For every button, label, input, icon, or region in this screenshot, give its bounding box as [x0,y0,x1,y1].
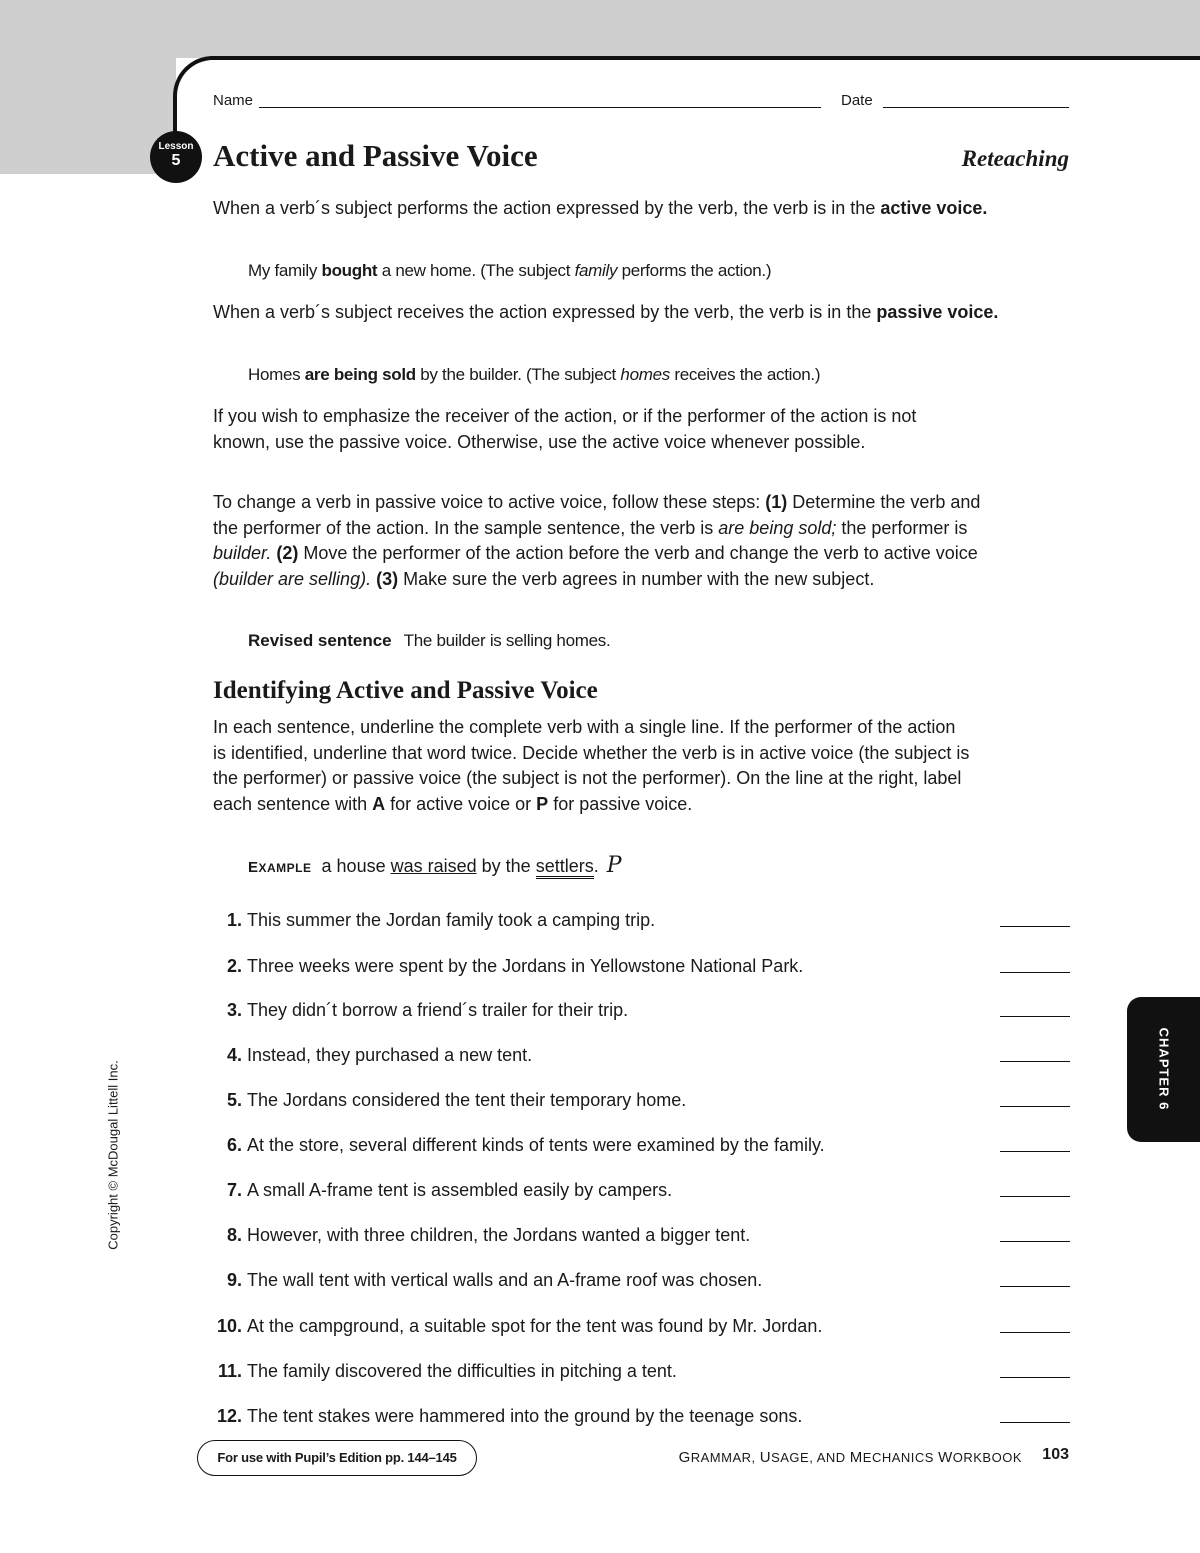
exercise-number: 8. [226,1225,242,1245]
page-number: 103 [1042,1446,1069,1463]
intro-passive-text: When a verb´s subject receives the action expressed by the verb, the verb is in the [213,302,877,322]
example-sentence [248,855,622,879]
exercise-number: 7. [226,1180,242,1200]
active-voice-term: active voice. [880,198,988,218]
steps-e: Make sure the verb agrees in number with the new subject. [398,568,875,589]
step-2: (2) [271,543,299,563]
name-field[interactable] [259,107,821,108]
exercise-item [200,907,1070,933]
ex1-pre: My family [248,261,322,280]
active-example [248,260,771,282]
exercise-number: 3. [226,1000,242,1020]
page-title: Active and Passive Voice [213,138,538,173]
exercise-sentence: Three weeks were spent by the Jordans in Yellowstone National Park. [247,956,804,976]
instr-b: for active voice or [385,793,537,814]
lesson-number: 5 [171,152,181,169]
example-pre: a house [321,856,391,876]
exercise-number: 11. [217,1361,242,1381]
exercise-number: 2. [226,956,242,976]
lesson-badge [150,131,202,183]
exercise-number: 12. [216,1406,242,1426]
page-subtitle: Reteaching [961,146,1069,171]
exercise-sentence: A small A-frame tent is assembled easily by campers. [247,1180,673,1200]
header-band [0,0,1200,58]
revised-text: The builder is selling homes. [403,631,611,650]
instr-passive-letter: P [536,793,549,814]
exercise-item [200,1222,1070,1248]
answer-blank[interactable] [1000,1061,1070,1062]
exercise-item [200,1267,1070,1293]
instr-c: for passive voice. [548,793,693,814]
exercise-number: 5. [226,1090,242,1110]
exercise-item [200,1132,1070,1158]
exercise-sentence: However, with three children, the Jordans wanted a bigger tent. [247,1225,751,1245]
copyright-notice: Copyright © McDougal Littell Inc. [105,1060,121,1250]
exercise-number: 4. [226,1045,242,1065]
instructions-paragraph [213,715,973,817]
wb-4: ORKBOOK [952,1450,1022,1465]
section-heading: Identifying Active and Passive Voice [213,677,598,704]
wb-u: U [759,1449,772,1466]
answer-blank[interactable] [1000,926,1070,927]
answer-blank[interactable] [1000,1422,1070,1423]
answer-blank[interactable] [1000,1286,1070,1287]
exercise-item [200,1313,1070,1339]
exercise-sentence: The Jordans considered the tent their temporary home. [247,1090,687,1110]
answer-blank[interactable] [1000,1332,1070,1333]
steps-active-form: (builder are selling). [213,568,372,589]
intro-passive-paragraph [213,300,1003,326]
steps-a: To change a verb in passive voice to active voice, follow these steps: [213,492,766,512]
example-performer: settlers [536,856,594,879]
name-date-row [213,92,1073,112]
intro-active-paragraph [213,196,1003,222]
wb-w: W [938,1449,953,1466]
exercise-item [200,997,1070,1023]
revised-sentence [248,630,610,652]
steps-b: Determine the verb and the performer of the action. In the sample sentence, the verb is [213,492,981,538]
answer-blank[interactable] [1000,1151,1070,1152]
example-mid: by the [476,856,536,876]
ex2-pre: Homes [248,365,305,384]
answer-blank[interactable] [1000,1241,1070,1242]
pupil-edition-reference: For use with Pupil’s Edition pp. 144–145 [197,1440,477,1476]
chapter-tab [1127,997,1200,1142]
steps-c: the performer is [836,517,968,538]
ex1-mid: a new home. (The subject [377,261,575,280]
page-frame-top [210,56,1200,60]
exercise-item [200,953,1070,979]
steps-verb: are being sold; [718,517,837,538]
answer-blank[interactable] [1000,1106,1070,1107]
answer-blank[interactable] [1000,1016,1070,1017]
ex2-mid: by the builder. (The subject [415,365,621,384]
answer-blank[interactable] [1000,972,1070,973]
ex2-post: receives the action.) [669,365,821,384]
example-verb: was raised [390,856,477,876]
date-field[interactable] [883,107,1069,108]
exercise-number: 1. [226,910,242,930]
exercise-sentence: The wall tent with vertical walls and an A-frame roof was chosen. [247,1270,763,1290]
exercise-item [200,1403,1070,1429]
exercise-item [200,1358,1070,1384]
instr-active-letter: A [372,793,386,814]
exercise-sentence: The family discovered the difficulties in pitching a tent. [247,1361,677,1381]
wb-3: ECHANICS [862,1450,939,1465]
intro-active-text: When a verb´s subject performs the action expressed by the verb, the verb is in the [213,198,881,218]
example-answer: P [606,853,622,878]
exercise-sentence: This summer the Jordan family took a camping trip. [247,910,656,930]
wb-2: SAGE, AND [771,1450,850,1465]
wb-1: RAMMAR, [690,1450,760,1465]
exercise-number: 6. [226,1135,242,1155]
exercise-sentence: They didn´t borrow a friend´s trailer for their trip. [247,1000,629,1020]
example-label-first: E [248,859,259,876]
answer-blank[interactable] [1000,1377,1070,1378]
exercise-item [200,1177,1070,1203]
step-3: (3) [371,568,399,589]
ex1-post: performs the action.) [617,261,772,280]
steps-paragraph [213,490,983,592]
exercise-sentence: At the campground, a suitable spot for the tent was found by Mr. Jordan. [247,1316,823,1336]
exercise-number: 10. [216,1316,242,1336]
chapter-label: CHAPTER 6 [1156,1027,1172,1111]
ex2-verb: are being sold [304,365,416,384]
exercise-item [200,1087,1070,1113]
ex2-subject: homes [620,365,670,384]
steps-performer: builder. [213,543,272,563]
exercise-number: 9. [226,1270,242,1290]
wb-m: M [849,1449,863,1466]
emphasis-paragraph: If you wish to emphasize the receiver of the action, or if the performer of the action is not known, use the passive voice. Otherwise, use the active voice whenever possible. [213,406,917,452]
wb-g: G [678,1449,691,1466]
exercise-sentence: At the store, several different kinds of tents were examined by the family. [247,1135,825,1155]
example-post: . [593,856,599,876]
steps-d: Move the performer of the action before the verb and change the verb to active voice [298,543,978,563]
ex1-verb: bought [321,261,378,280]
passive-voice-term: passive voice. [876,302,999,322]
step-1: (1) [765,492,788,512]
example-label-rest: XAMPLE [258,861,312,875]
exercise-sentence: Instead, they purchased a new tent. [247,1045,533,1065]
revised-label: Revised sentence [248,631,392,650]
exercise-item [200,1042,1070,1068]
instr-a: In each sentence, underline the complete verb with a single line. If the performer of the action is identified, underline that word twice. Decide whether the verb is in active voice (the subject is the performer) or passive voice (the subject is not the performer). On the line at the right, label each sentence with [213,717,970,814]
answer-blank[interactable] [1000,1196,1070,1197]
workbook-title [679,1449,1022,1466]
passive-example [248,364,820,386]
exercise-sentence: The tent stakes were hammered into the ground by the teenage sons. [247,1406,803,1426]
name-label: Name [213,92,254,109]
lesson-word: Lesson [158,141,194,152]
ex1-subject: family [574,261,618,280]
date-label: Date [841,92,873,109]
